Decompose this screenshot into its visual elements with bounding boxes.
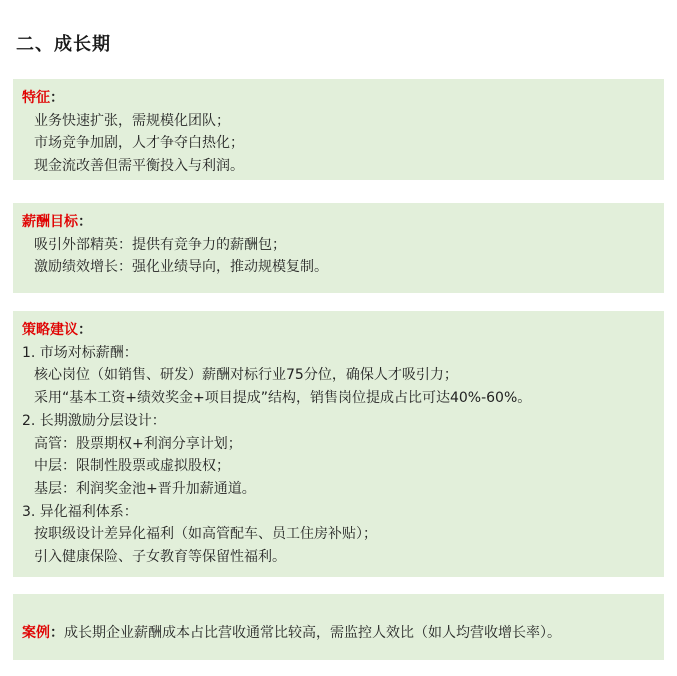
goals-heading-line [22, 211, 656, 234]
features-line-3: 现金流改善但需平衡投入与利润。 [34, 158, 244, 175]
case-heading: 案例 [22, 625, 50, 641]
goals-heading: 薪酬目标 [22, 214, 78, 230]
goals-colon: ： [78, 214, 92, 230]
features-heading-line [22, 87, 656, 110]
strategy-heading: 策略建议 [22, 322, 78, 338]
strategy-item-2-line-1: 高管：股票期权+利润分享计划； [34, 435, 242, 452]
features-line-2: 市场竞争加剧，人才争夺白热化； [34, 135, 244, 152]
strategy-colon: ： [78, 322, 92, 338]
strategy-section [13, 311, 664, 577]
case-section [13, 594, 664, 660]
page-title: 二、成长期 [16, 34, 111, 55]
strategy-item-1-title: 1. 市场对标薪酬： [22, 344, 138, 361]
strategy-item-2-title: 2. 长期激励分层设计： [22, 412, 166, 429]
case-line [22, 622, 561, 645]
case-text: 成长期企业薪酬成本占比营收通常比较高，需监控人效比（如人均营收增长率）。 [64, 625, 561, 641]
strategy-item-2-line-3: 基层：利润奖金池+晋升加薪通道。 [34, 480, 256, 497]
strategy-item-3-line-2: 引入健康保险、子女教育等保留性福利。 [34, 549, 286, 566]
strategy-item-1-line-2: 采用“基本工资+绩效奖金+项目提成”结构，销售岗位提成占比可达40%-60%。 [34, 390, 532, 407]
strategy-item-1-line-1: 核心岗位（如销售、研发）薪酬对标行业75分位，确保人才吸引力； [34, 367, 458, 384]
features-colon: ： [50, 90, 64, 106]
strategy-item-2-line-2: 中层：限制性股票或虚拟股权； [34, 458, 230, 475]
features-heading: 特征 [22, 90, 50, 106]
strategy-item-3-title: 3. 异化福利体系： [22, 503, 138, 520]
strategy-item-3-line-1: 按职级设计差异化福利（如高管配车、员工住房补贴）； [34, 526, 377, 543]
strategy-heading-line [22, 319, 656, 342]
goals-line-2: 激励绩效增长：强化业绩导向，推动规模复制。 [34, 259, 328, 276]
features-section [13, 79, 664, 180]
goals-line-1: 吸引外部精英：提供有竞争力的薪酬包； [34, 236, 286, 253]
case-colon: ： [50, 625, 64, 641]
goals-section [13, 203, 664, 293]
features-line-1: 业务快速扩张，需规模化团队； [34, 112, 230, 129]
